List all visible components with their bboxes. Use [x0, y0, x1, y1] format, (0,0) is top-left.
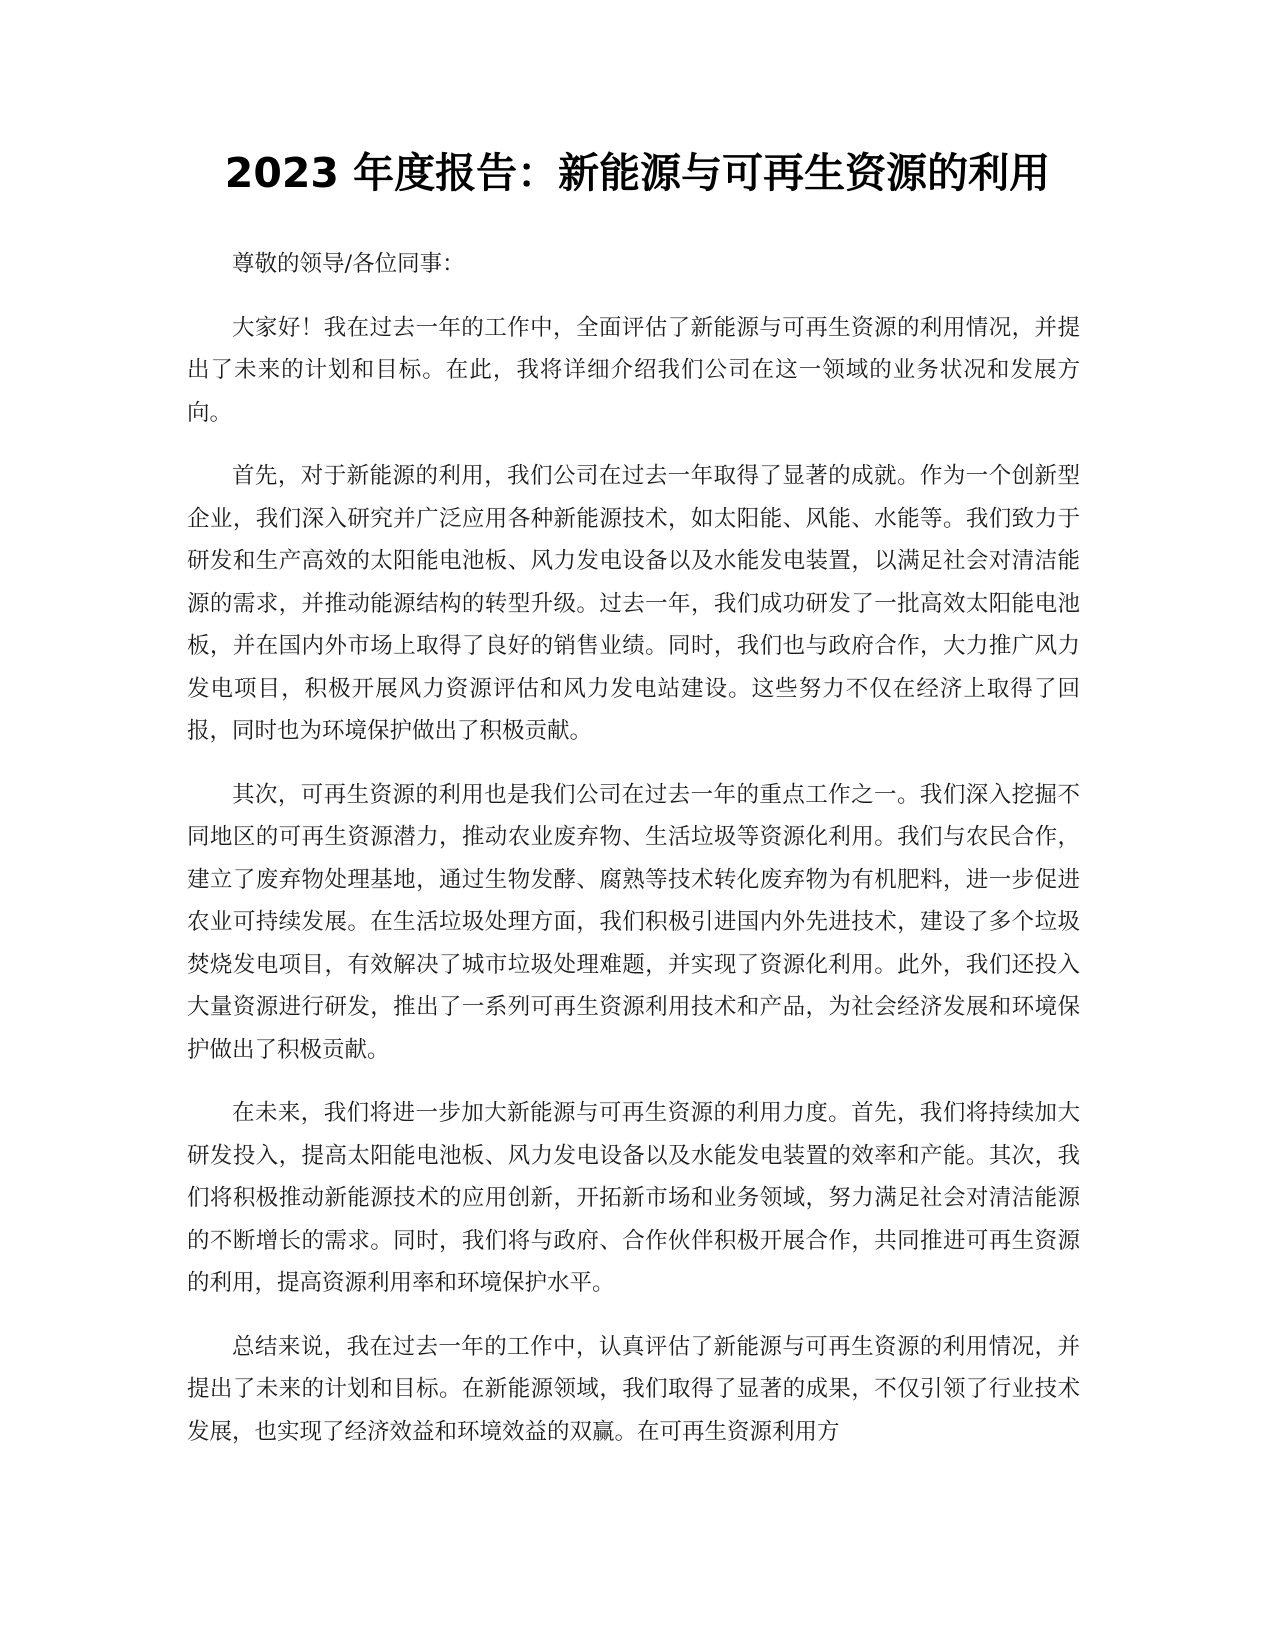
paragraph-future-plans: 在未来，我们将进一步加大新能源与可再生资源的利用力度。首先，我们将持续加大研发投入，提高太阳能电池板、风力发电设备以及水能发电装置的效率和产能。其次，我们将积极推动新能源技术的应用创新，开拓新市场和业务领域，努力满足社会对清洁能源的不断增长的需求。同时，我们将与政府、合作伙伴积极开展合作，共同推进可再生资源的利用，提高资源利用率和环境保护水平。 — [187, 1100, 1080, 1296]
paragraph-intro: 大家好！我在过去一年的工作中，全面评估了新能源与可再生资源的利用情况，并提出了未来的计划和目标。在此，我将详细介绍我们公司在这一领域的业务状况和发展方向。 — [187, 314, 1080, 426]
paragraph-new-energy: 首先，对于新能源的利用，我们公司在过去一年取得了显著的成就。作为一个创新型企业，我们深入研究并广泛应用各种新能源技术，如太阳能、风能、水能等。我们致力于研发和生产高效的太阳能电池板、风力发电设备以及水能发电装置，以满足社会对清洁能源的需求，并推动能源结构的转型升级。过去一年，我们成功研发了一批高效太阳能电池板，并在国内外市场上取得了良好的销售业绩。同时，我们也与政府合作，大力推广风力发电项目，积极开展风力资源评估和风力发电站建设。这些努力不仅在经济上取得了回报，同时也为环境保护做出了积极贡献。 — [187, 463, 1080, 744]
paragraph-summary: 总结来说，我在过去一年的工作中，认真评估了新能源与可再生资源的利用情况，并提出了未来的计划和目标。在新能源领域，我们取得了显著的成果，不仅引领了行业技术发展，也实现了经济效益和环境效益的双赢。在可再生资源利用方 — [187, 1333, 1080, 1445]
salutation: 尊敬的领导/各位同事： — [232, 251, 465, 277]
document-title: 2023 年度报告：新能源与可再生资源的利用 — [224, 149, 1051, 197]
paragraph-renewable-resources: 其次，可再生资源的利用也是我们公司在过去一年的重点工作之一。我们深入挖掘不同地区的可再生资源潜力，推动农业废弃物、生活垃圾等资源化利用。我们与农民合作，建立了废弃物处理基地，通过生物发酵、腐熟等技术转化废弃物为有机肥料，进一步促进农业可持续发展。在生活垃圾处理方面，我们积极引进国内外先进技术，建设了多个垃圾焚烧发电项目，有效解决了城市垃圾处理难题，并实现了资源化利用。此外，我们还投入大量资源进行研发，推出了一系列可再生资源利用技术和产品，为社会经济发展和环境保护做出了积极贡献。 — [187, 781, 1080, 1063]
document-body — [187, 243, 1080, 1474]
